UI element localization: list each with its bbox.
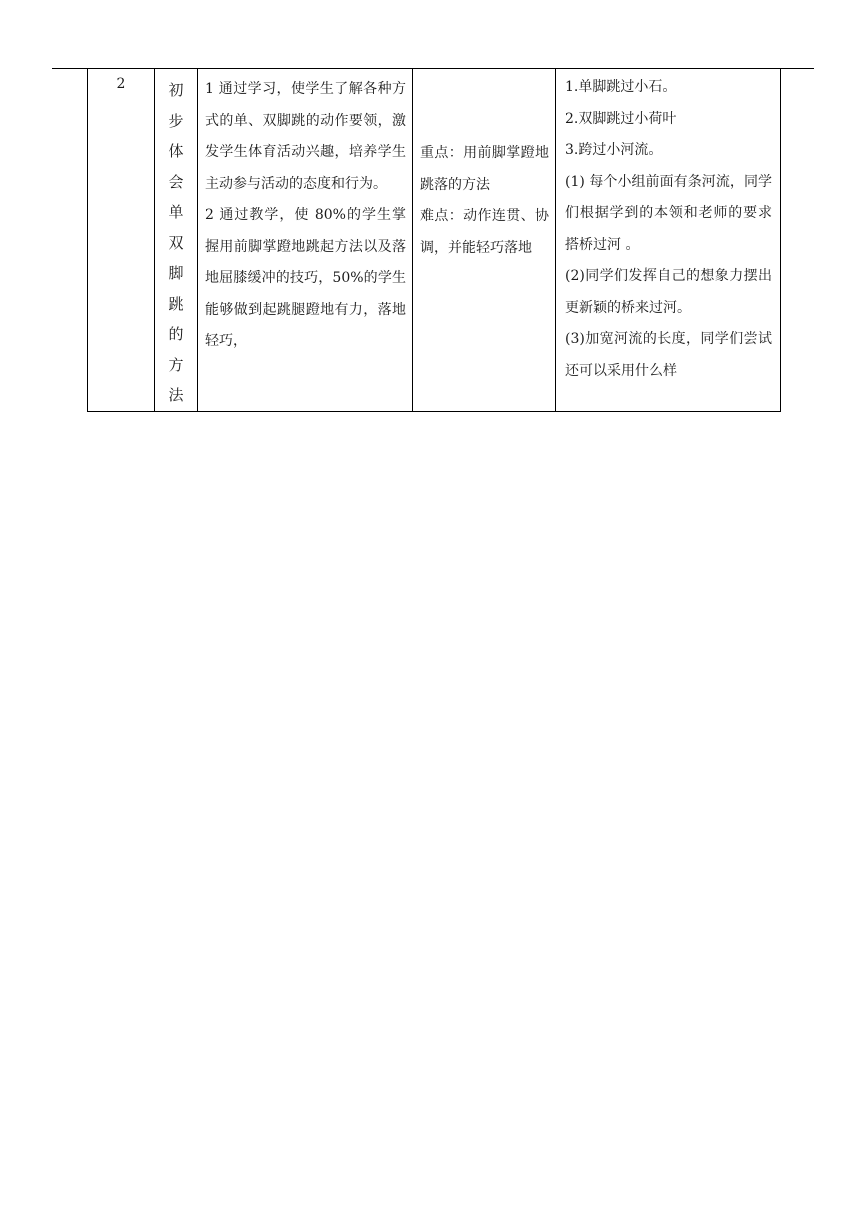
step-item-4: (1) 每个小组前面有条河流，同学们根据学到的本领和老师的要求搭桥过河 。: [565, 173, 772, 253]
key-point: 重点：用前脚掌蹬地跳落的方法: [420, 145, 549, 193]
teaching-goals-cell: [198, 69, 413, 412]
difficult-point: 难点：动作连贯、协调，并能轻巧落地: [420, 208, 549, 256]
step-item-3: 3.跨过小河流。: [565, 142, 663, 158]
step-item-5: (2)同学们发挥自己的想象力摆出更新颖的桥来过河。: [565, 268, 772, 316]
goal-item-1: 1 通过学习，使学生了解各种方式的单、双脚跳的动作要领，激发学生体育活动兴趣，培养学生主动参与活动的态度和行为。: [205, 81, 406, 192]
lesson-number: 2: [116, 76, 126, 92]
step-item-6: (3)加宽河流的长度，同学们尝试还可以采用什么样: [565, 331, 772, 379]
key-points-cell: [413, 69, 556, 412]
lesson-title-cell: [155, 69, 198, 412]
lesson-title: 初步体会单双脚跳的方法: [168, 81, 184, 404]
step-item-2: 2.双脚跳过小荷叶: [565, 110, 677, 127]
lesson-plan-table: [87, 68, 781, 412]
step-item-1: 1.单脚跳过小石。: [565, 79, 677, 95]
teaching-steps-cell: [556, 69, 781, 412]
goal-item-2: 2 通过教学，使 80%的学生掌握用前脚掌蹬地跳起方法以及落地屈膝缓冲的技巧，50%的学生能够做到起跳腿蹬地有力，落地轻巧，: [205, 207, 406, 349]
lesson-number-cell: [88, 69, 155, 412]
table-row: [88, 69, 781, 412]
